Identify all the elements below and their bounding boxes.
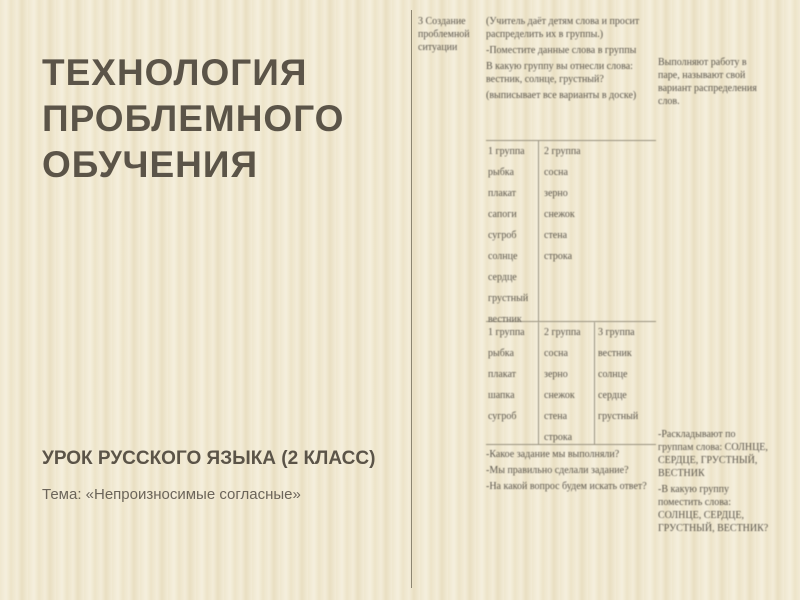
instruction-line: -Поместите данные слова в группы (486, 45, 637, 56)
teacher-questions (486, 448, 654, 496)
grid-divider (538, 141, 539, 321)
grid-cell: сердце (488, 272, 517, 283)
grid-cell: сосна (544, 348, 568, 359)
grid-cell: сапоги (488, 209, 517, 220)
grid-cell: солнце (598, 369, 628, 380)
grid-cell: 2 группа (544, 327, 581, 338)
grid-cell: рыбка (488, 348, 514, 359)
stage-label: 3 Создание проблемной ситуации (418, 16, 470, 53)
grid-cell: сугроб (488, 411, 517, 422)
instruction-line: В какую группу вы отнесли слова: вестник, солнце, грустный? (486, 61, 633, 85)
grid-cell: вестник (488, 314, 522, 325)
word-grid-2 (486, 322, 656, 445)
grid1-col2 (544, 141, 581, 267)
question-line: -Мы правильно сделали задание? (486, 465, 629, 476)
grid-divider (594, 322, 595, 444)
grid-cell: строка (544, 432, 573, 443)
student-line: -Раскладывают по группам слова: СОЛНЦЕ, СЕРДЦЕ, ГРУСТНЫЙ, ВЕСТНИК (658, 429, 768, 479)
grid-cell: стена (544, 411, 568, 422)
grid-cell: сердце (598, 390, 627, 401)
grid-cell: 3 группа (598, 327, 635, 338)
grid-cell: плакат (488, 369, 517, 380)
grid-cell: вестник (598, 348, 632, 359)
question-line: -На какой вопрос будем искать ответ? (486, 481, 647, 492)
grid-cell: снежок (544, 390, 575, 401)
instruction-line: (Учитель даёт детям слова и просит распределить их в группы.) (486, 16, 640, 40)
grid2-col3 (598, 322, 638, 427)
student-activity: Выполняют работу в паре, называют свой вариант распределения слов. (658, 57, 757, 107)
question-line: -Какое задание мы выполняли? (486, 449, 620, 460)
slide-theme: Тема: «Непроизносимые согласные» (42, 486, 301, 503)
divider-line (411, 10, 412, 588)
teacher-instructions (486, 15, 654, 105)
grid-cell: грустный (488, 293, 529, 304)
grid-cell: зерно (544, 369, 568, 380)
student-line: -В какую группу поместить слова: СОЛНЦЕ, СЕРДЦЕ, ГРУСТНЫЙ, ВЕСТНИК? (658, 484, 769, 534)
grid-cell: шапка (488, 390, 515, 401)
grid-divider (538, 322, 539, 444)
slide-subtitle: УРОК РУССКОГО ЯЗЫКА (2 КЛАСС) (42, 448, 376, 469)
grid2-col2 (544, 322, 581, 448)
grid-cell: грустный (598, 411, 639, 422)
student-bottom-activity (658, 428, 770, 538)
grid-cell: солнце (488, 251, 518, 262)
word-grid-1 (486, 140, 656, 325)
grid-cell: сосна (544, 167, 568, 178)
grid-cell: зерно (544, 188, 568, 199)
grid1-col1 (488, 141, 528, 330)
grid-cell: плакат (488, 188, 517, 199)
grid-cell: снежок (544, 209, 575, 220)
slide-title: ТЕХНОЛОГИЯ ПРОБЛЕМНОГО ОБУЧЕНИЯ (42, 52, 345, 185)
grid2-col1 (488, 322, 525, 427)
grid-cell: 1 группа (488, 327, 525, 338)
grid-cell: рыбка (488, 167, 514, 178)
grid-cell: строка (544, 251, 573, 262)
grid-cell: 1 группа (488, 146, 525, 157)
grid-cell: сугроб (488, 230, 517, 241)
instruction-line: (выписывает все варианты в доске) (486, 90, 637, 101)
grid-cell: стена (544, 230, 568, 241)
grid-cell: 2 группа (544, 146, 581, 157)
